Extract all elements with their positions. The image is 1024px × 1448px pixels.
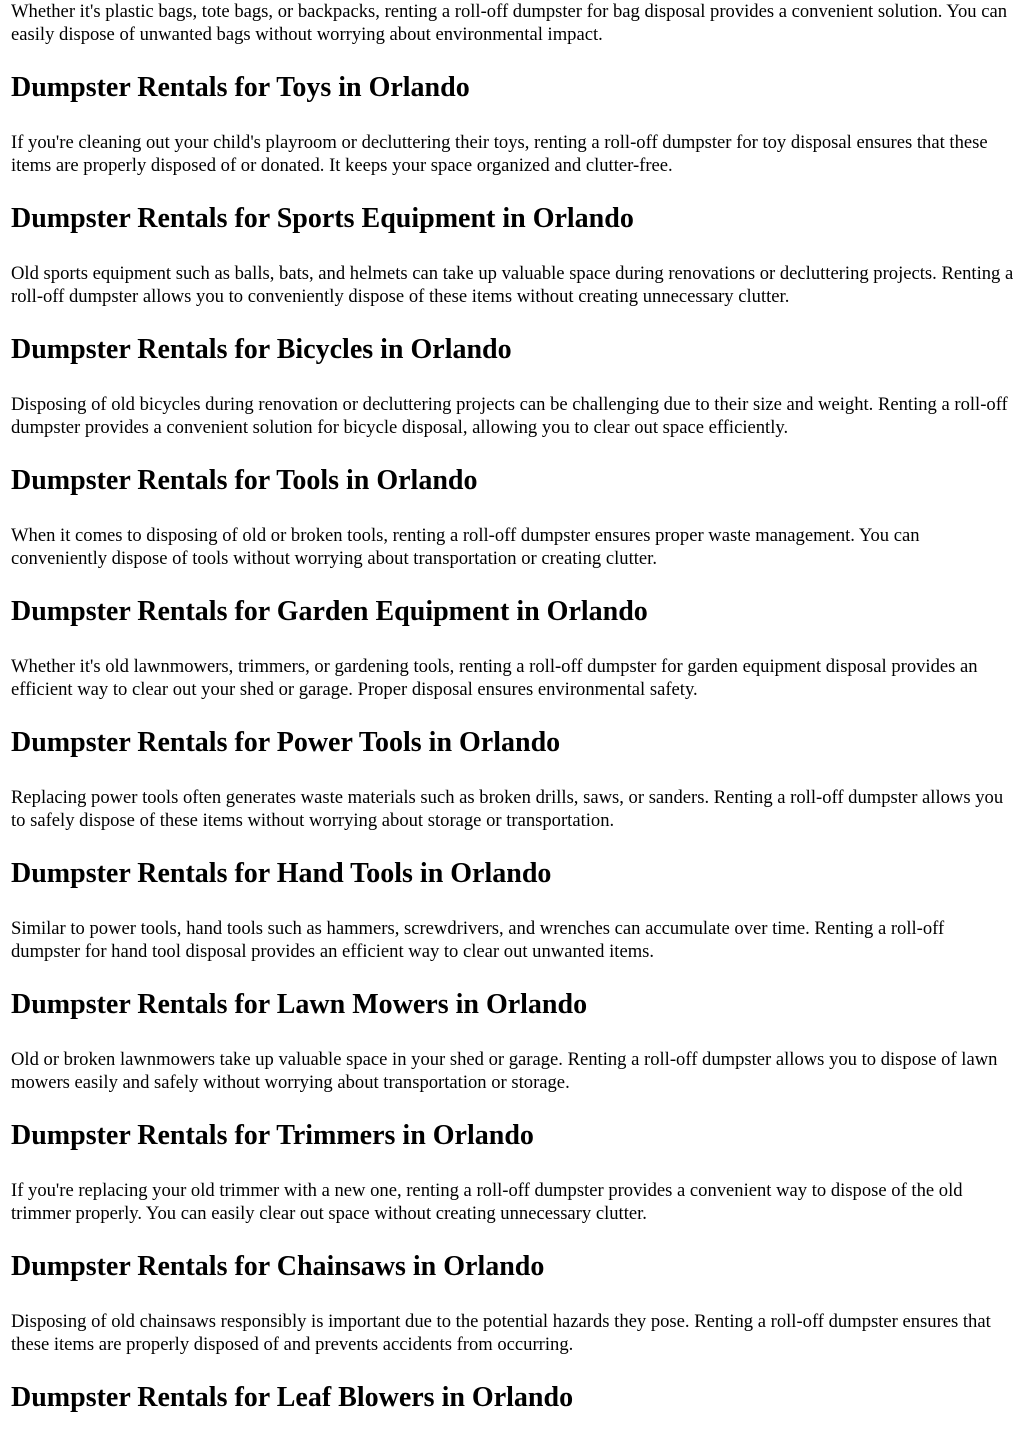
section-heading: Dumpster Rentals for Bicycles in Orlando	[11, 334, 512, 365]
section-paragraph: If you're cleaning out your child's playroom or decluttering their toys, renting a roll-off dumpster for toy disposal ensures that these items are properly disposed of or donated. It keeps your space organized and clutter-free.	[11, 132, 988, 176]
section-paragraph: Whether it's old lawnmowers, trimmers, or gardening tools, renting a roll-off dumpster for garden equipment disposal provides an efficient way to clear out your shed or garage. Proper disposal ensures environmental safety.	[11, 656, 978, 700]
section-paragraph: Disposing of old chainsaws responsibly is important due to the potential hazards they pose. Renting a roll-off dumpster ensures that these items are properly disposed of and prevents accidents from occurring.	[11, 1311, 991, 1355]
section-heading: Dumpster Rentals for Garden Equipment in Orlando	[11, 596, 648, 627]
document-page	[11, 0, 1017, 1414]
section-heading: Dumpster Rentals for Chainsaws in Orlando	[11, 1251, 545, 1282]
section-heading: Dumpster Rentals for Trimmers in Orlando	[11, 1120, 534, 1151]
intro-paragraph: Whether it's plastic bags, tote bags, or backpacks, renting a roll-off dumpster for bag disposal provides a convenient solution. You can easily dispose of unwanted bags without worrying about environmental impact.	[11, 1, 1007, 45]
section-heading: Dumpster Rentals for Lawn Mowers in Orlando	[11, 989, 588, 1020]
section-paragraph: Similar to power tools, hand tools such as hammers, screwdrivers, and wrenches can accumulate over time. Renting a roll-off dumpster for hand tool disposal provides an efficient way to clear out unwanted items.	[11, 918, 945, 962]
section-hand-tools	[11, 832, 1017, 963]
section-lawn-mowers	[11, 963, 1017, 1094]
section-heading: Dumpster Rentals for Tools in Orlando	[11, 465, 478, 496]
section-trimmers	[11, 1094, 1017, 1225]
section-leaf-blowers	[11, 1356, 1017, 1414]
section-heading: Dumpster Rentals for Sports Equipment in Orlando	[11, 203, 634, 234]
section-tools	[11, 439, 1017, 570]
section-paragraph: Old sports equipment such as balls, bats, and helmets can take up valuable space during renovations or decluttering projects. Renting a roll-off dumpster allows you to conveniently dispose of these items without creating unnecessary clutter.	[11, 263, 1014, 307]
section-sports-equipment	[11, 177, 1017, 308]
section-toys	[11, 46, 1017, 177]
section-heading: Dumpster Rentals for Toys in Orlando	[11, 72, 470, 103]
section-chainsaws	[11, 1225, 1017, 1356]
section-paragraph: Replacing power tools often generates waste materials such as broken drills, saws, or sanders. Renting a roll-off dumpster allows you to safely dispose of these items without worrying about storage or transportation.	[11, 787, 1004, 831]
section-heading: Dumpster Rentals for Power Tools in Orlando	[11, 727, 561, 758]
section-bicycles	[11, 308, 1017, 439]
section-power-tools	[11, 701, 1017, 832]
section-heading: Dumpster Rentals for Leaf Blowers in Orlando	[11, 1382, 574, 1413]
section-paragraph: If you're replacing your old trimmer with a new one, renting a roll-off dumpster provides a convenient way to dispose of the old trimmer properly. You can easily clear out space without creating unnecessary clutter.	[11, 1180, 963, 1224]
section-heading: Dumpster Rentals for Hand Tools in Orlando	[11, 858, 552, 889]
section-paragraph: Old or broken lawnmowers take up valuable space in your shed or garage. Renting a roll-off dumpster allows you to dispose of lawn mowers easily and safely without worrying about transportation or storage.	[11, 1049, 998, 1093]
section-garden-equipment	[11, 570, 1017, 701]
section-paragraph: When it comes to disposing of old or broken tools, renting a roll-off dumpster ensures proper waste management. You can conveniently dispose of tools without worrying about transportation or creating clutter.	[11, 525, 920, 569]
section-paragraph: Disposing of old bicycles during renovation or decluttering projects can be challenging due to their size and weight. Renting a roll-off dumpster provides a convenient solution for bicycle disposal, allowing you to clear out space efficiently.	[11, 394, 1008, 438]
